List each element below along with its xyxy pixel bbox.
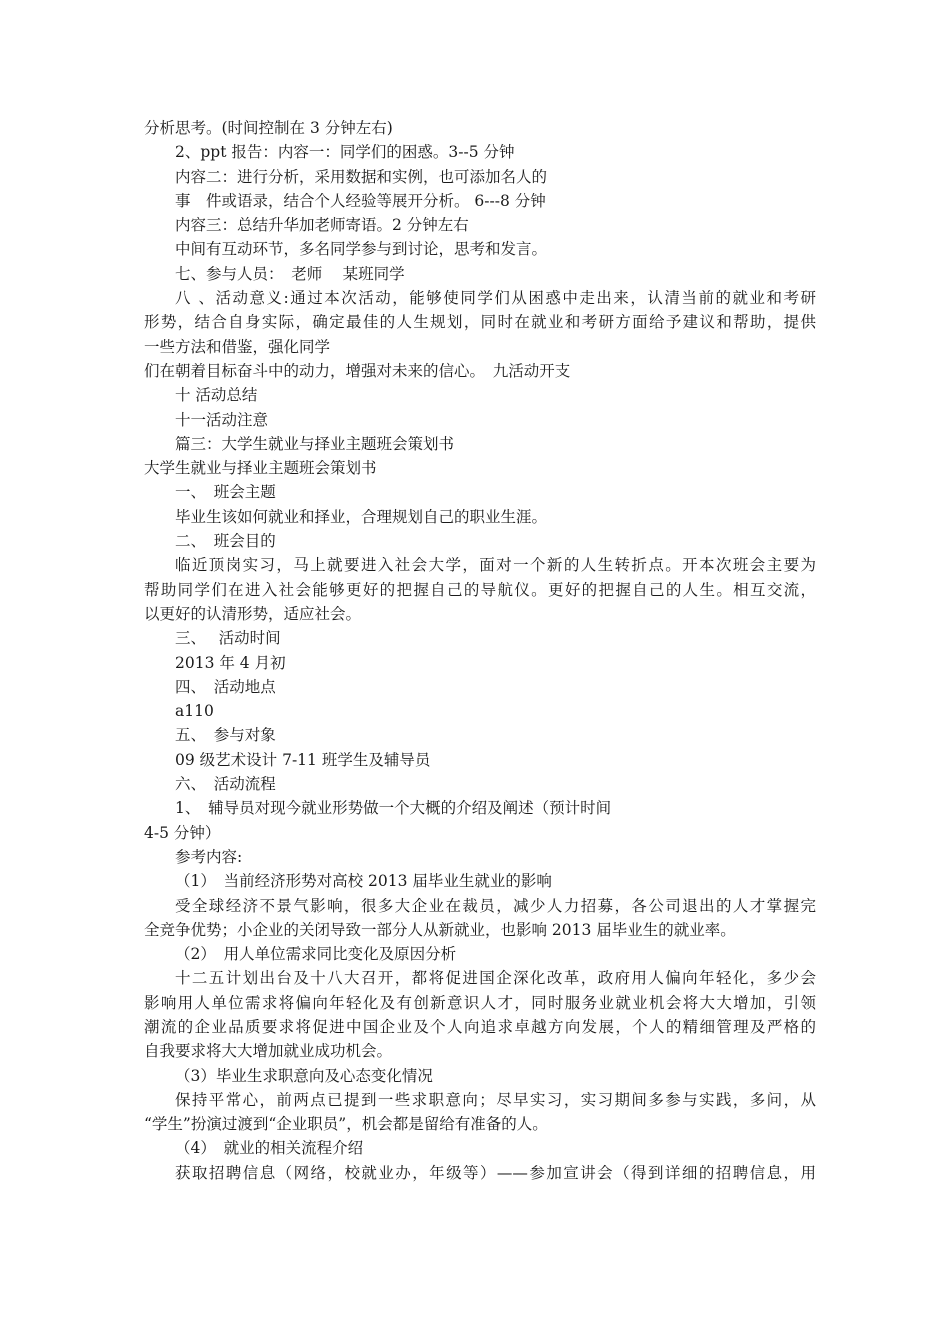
text-line: 形势，结合自身实际，确定最佳的人生规划，同时在就业和考研方面给予建议和帮助，提供: [144, 313, 816, 332]
text-line: 分析思考。(时间控制在 3 分钟左右): [144, 119, 393, 137]
text-line: “学生”扮演过渡到“企业职员”，机会都是留给有准备的人。: [144, 1115, 548, 1134]
text-line: 六、 活动流程: [175, 775, 276, 794]
text-line: 潮流的企业品质要求将促进中国企业及个人向追求卓越方向发展，个人的精细管理及严格的: [144, 1017, 816, 1036]
text-line: （2） 用人单位需求同比变化及原因分析: [175, 945, 457, 964]
text-line: 一些方法和借鉴，强化同学: [144, 337, 331, 356]
text-line: 内容二：进行分析，采用数据和实例，也可添加名人的: [175, 167, 548, 186]
text-line: 大学生就业与择业主题班会策划书: [144, 459, 377, 478]
text-line: 临近顶岗实习，马上就要进入社会大学，面对一个新的人生转折点。开本次班会主要为: [175, 556, 816, 575]
text-line: 获取招聘信息（网络，校就业办，年级等）——参加宣讲会（得到详细的招聘信息，用: [175, 1163, 816, 1182]
text-line: 一、 班会主题: [175, 483, 276, 502]
text-line: 2013 年 4 月初: [175, 653, 286, 672]
text-line: 受全球经济不景气影响，很多大企业在裁员，减少人力招募，各公司退出的人才掌握完: [175, 896, 816, 915]
text-line: 帮助同学们在进入社会能够更好的把握自己的导航仪。更好的把握自己的人生。相互交流，: [144, 580, 816, 599]
text-line: a110: [175, 702, 214, 721]
text-line: 篇三：大学生就业与择业主题班会策划书: [175, 434, 455, 453]
text-line: 们在朝着目标奋斗中的动力，增强对未来的信心。 九活动开支: [144, 361, 571, 380]
text-line: 内容三：总结升华加老师寄语。2 分钟左右: [175, 216, 469, 235]
text-line: （1） 当前经济形势对高校 2013 届毕业生就业的影响: [175, 872, 552, 891]
text-line: 09 级艺术设计 7-11 班学生及辅导员: [175, 750, 431, 769]
text-line: 影响用人单位需求将偏向年轻化及有创新意识人才，同时服务业就业机会将大大增加，引领: [144, 993, 816, 1012]
text-line: 以更好的认清形势，适应社会。: [144, 604, 362, 623]
document-body: [144, 116, 816, 1185]
text-line: 五、 参与对象: [175, 726, 276, 745]
text-line: 1、 辅导员对现今就业形势做一个大概的介绍及阐述（预计时间: [175, 799, 612, 818]
text-line: 四、 活动地点: [175, 677, 276, 696]
text-line: （4） 就业的相关流程介绍: [175, 1139, 364, 1158]
text-line: 十一活动注意: [175, 410, 269, 429]
text-line: 保持平常心，前两点已提到一些求职意向；尽早实习，实习期间多参与实践，多问，从: [175, 1090, 816, 1109]
text-line: 参考内容:: [175, 847, 243, 866]
text-line: 中间有互动环节，多名同学参与到讨论，思考和发言。: [175, 240, 548, 259]
text-line: 十二五计划出台及十八大召开，都将促进国企深化改革，政府用人偏向年轻化，多少会: [175, 969, 816, 988]
text-line: 毕业生该如何就业和择业，合理规划自己的职业生涯。: [175, 507, 548, 526]
text-line: 全竞争优势；小企业的关闭导致一部分人从新就业，也影响 2013 届毕业生的就业率。: [144, 920, 736, 939]
text-line: 十 活动总结: [175, 386, 258, 405]
text-line: 二、 班会目的: [175, 532, 276, 551]
text-line: 八 、活动意义:通过本次活动，能够使同学们从困惑中走出来，认清当前的就业和考研: [175, 289, 816, 308]
text-line: 三、 活动时间: [175, 629, 281, 648]
text-line: 事 件或语录，结合个人经验等展开分析。 6---8 分钟: [175, 191, 546, 210]
text-line: 2、ppt 报告：内容一：同学们的困惑。3--5 分钟: [175, 143, 515, 162]
text-line: 七、参与人员： 老师 某班同学: [175, 264, 405, 283]
text-line: 4-5 分钟）: [144, 823, 221, 842]
text-line: （3）毕业生求职意向及心态变化情况: [175, 1066, 433, 1085]
text-line: 自我要求将大大增加就业成功机会。: [144, 1042, 393, 1061]
